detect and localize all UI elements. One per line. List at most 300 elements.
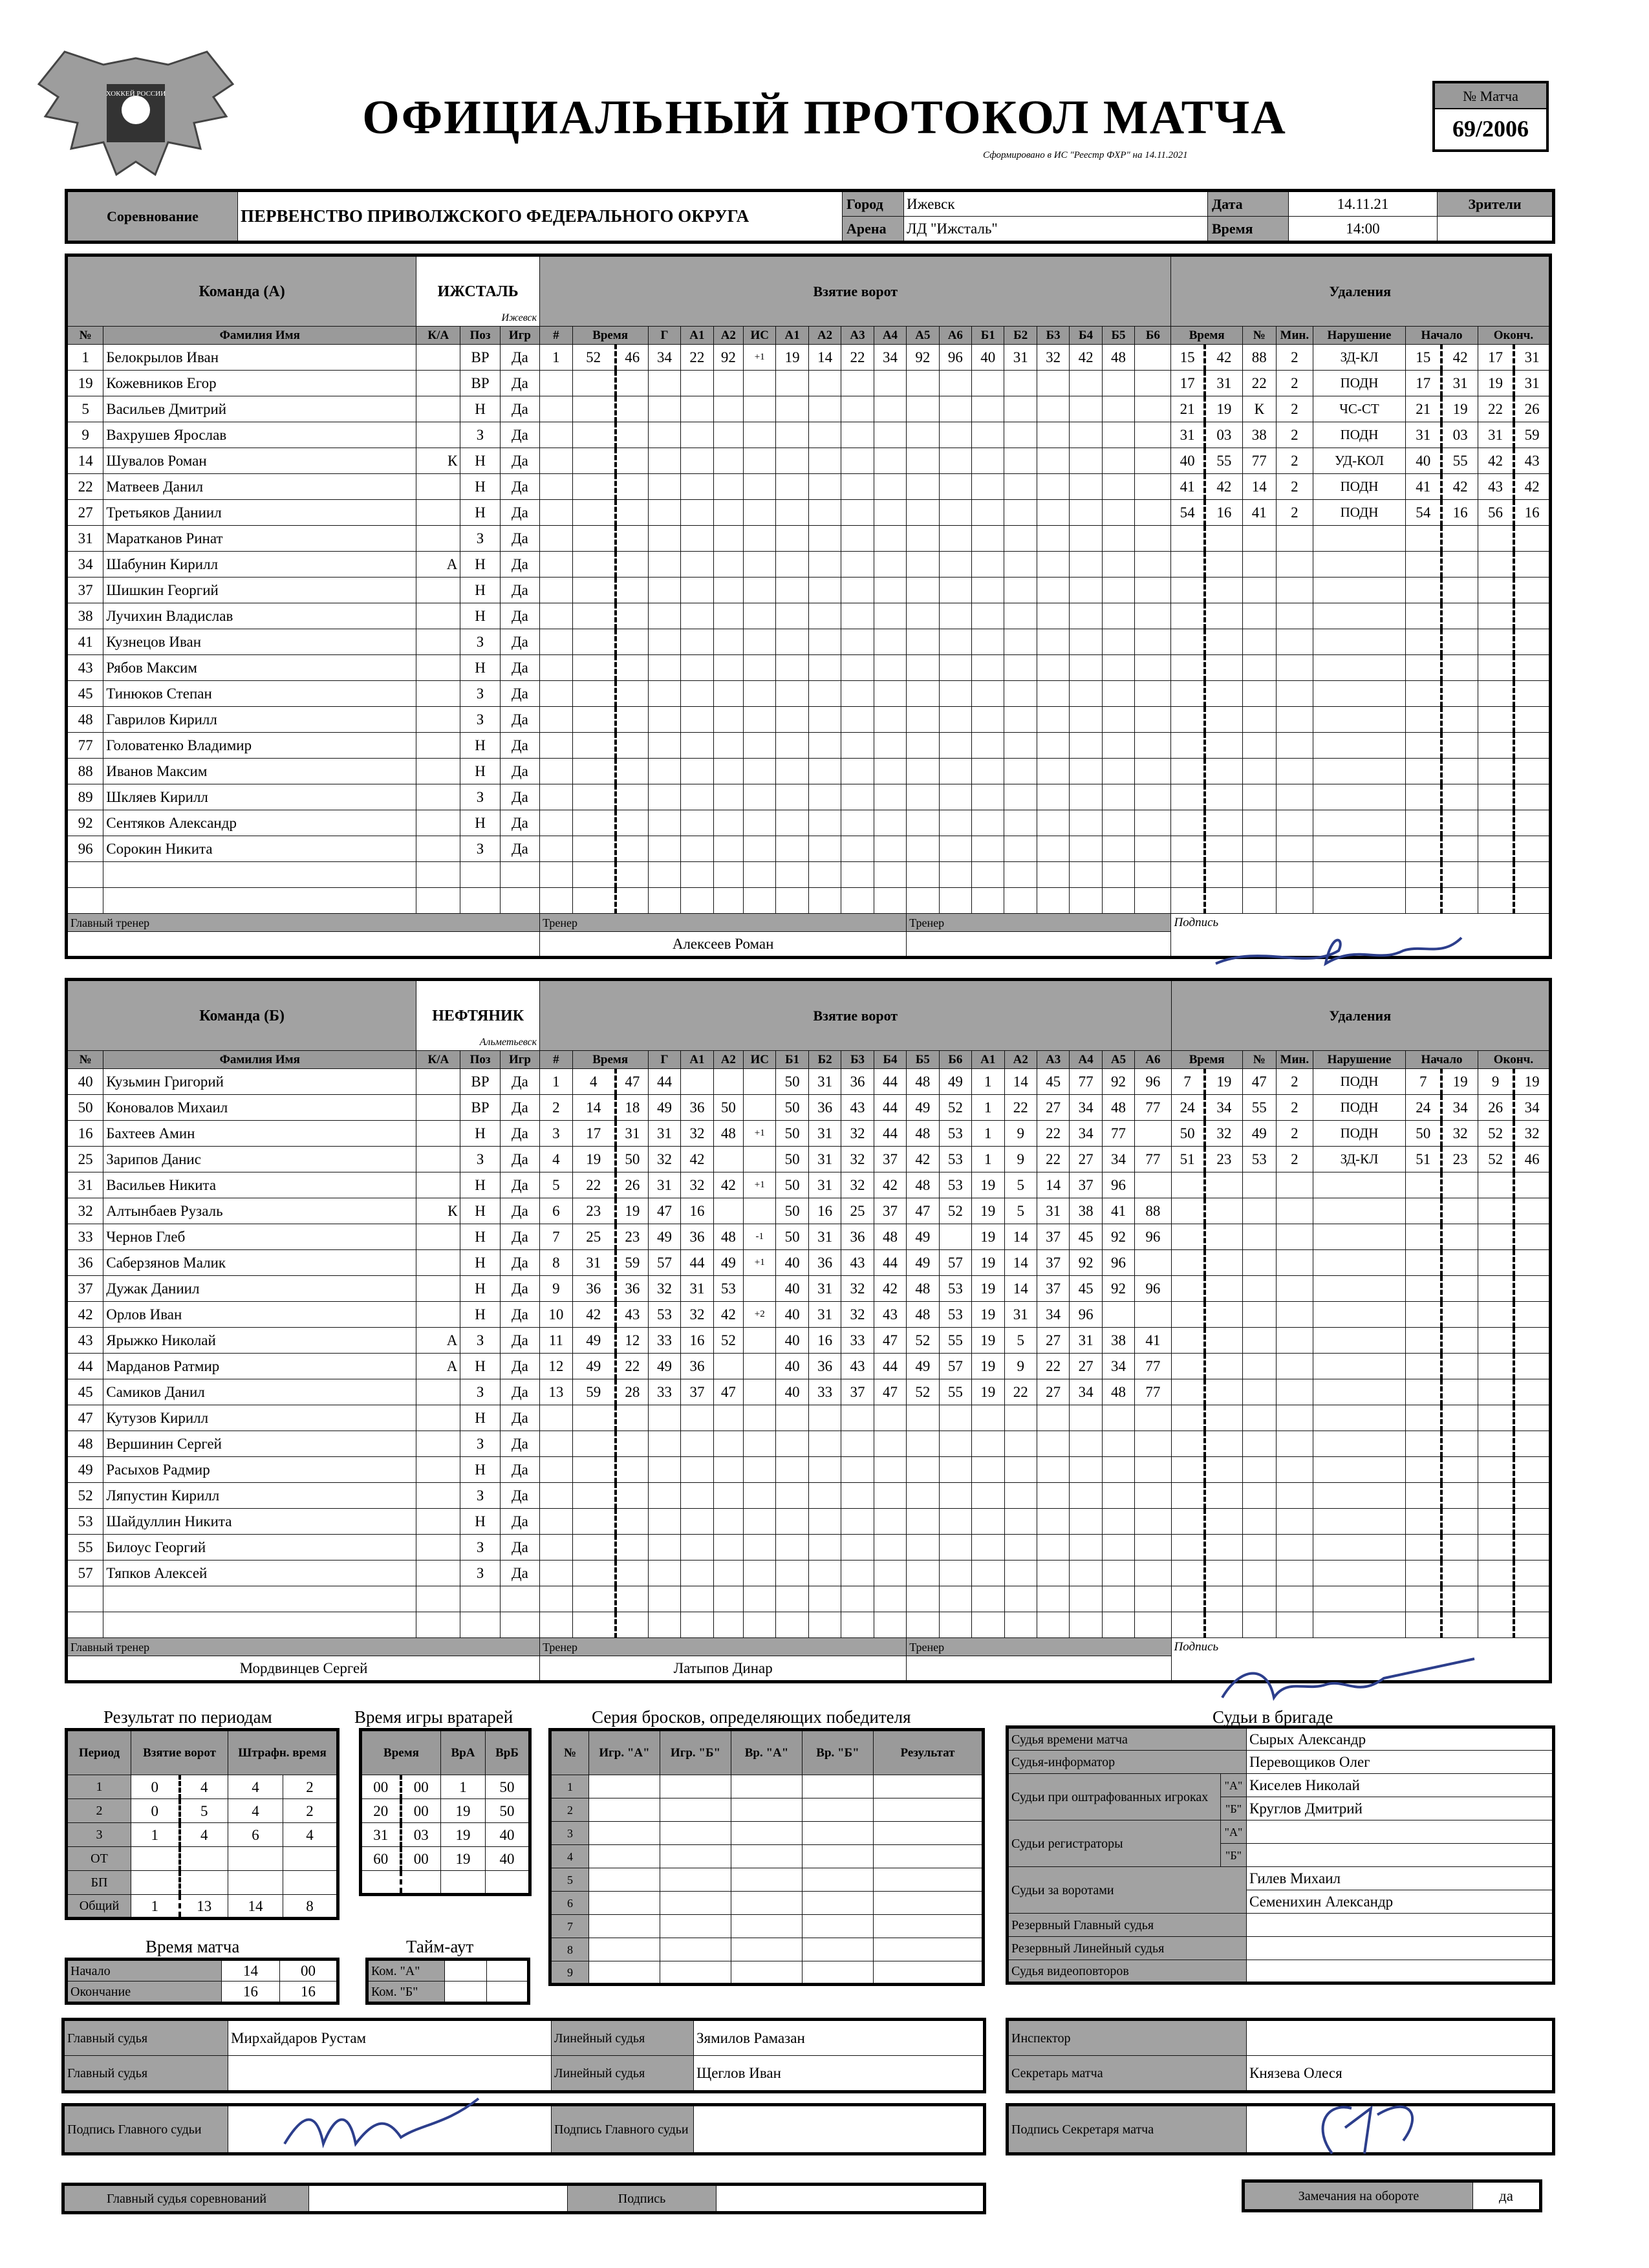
goal-cell <box>1004 681 1037 707</box>
player-row <box>67 1276 1551 1302</box>
goal-cell: 42 <box>572 1302 616 1328</box>
goal-cell <box>1135 707 1171 733</box>
reserve-main-label: Резервный Главный судья <box>1008 1914 1247 1937</box>
penalty-cell <box>1313 888 1405 914</box>
penalty-cell: 17 <box>1406 371 1442 396</box>
player-ka: А <box>416 1328 460 1354</box>
player-no: 52 <box>67 1483 103 1509</box>
goal-cell: 49 <box>907 1224 939 1250</box>
penalty-cell <box>1171 1586 1205 1612</box>
goal-cell <box>616 862 648 888</box>
goal-cell: 14 <box>1004 1276 1037 1302</box>
goal-cell: 26 <box>616 1172 648 1198</box>
player-ka <box>416 1379 460 1405</box>
goal-cell <box>874 759 906 784</box>
goal-cell <box>1135 836 1171 862</box>
penalty-cell <box>1205 784 1243 810</box>
goal-cell: 19 <box>972 1354 1004 1379</box>
goal-cell <box>972 1535 1004 1561</box>
player-ka <box>416 1405 460 1431</box>
goal-cell <box>572 422 616 448</box>
goal-cell <box>648 1431 680 1457</box>
goal-cell: 43 <box>841 1354 874 1379</box>
team-b-head-coach: Мордвинцев Сергей <box>67 1656 540 1682</box>
shootout-cell <box>803 1845 874 1868</box>
goal-cell <box>841 1457 874 1483</box>
goal-cell: 37 <box>874 1198 906 1224</box>
goalie-cell: 50 <box>486 1775 530 1799</box>
goalie-cell: 19 <box>441 1799 486 1823</box>
goal-cell <box>939 448 971 474</box>
player-name: Ярыжко Николай <box>103 1328 416 1354</box>
penalty-cell <box>1514 1250 1550 1276</box>
goal-cell <box>743 888 775 914</box>
goalies-h-a: ВрА <box>441 1730 486 1775</box>
penalty-cell <box>1171 1561 1205 1586</box>
goal-cell: 92 <box>1102 1276 1134 1302</box>
goal-cell <box>616 578 648 603</box>
penalty-cell <box>1313 1276 1405 1302</box>
spectators-label: Зрители <box>1438 191 1554 217</box>
goal-cell <box>648 603 680 629</box>
goal-cell <box>1037 862 1069 888</box>
goal-cell <box>874 603 906 629</box>
player-name: Кузнецов Иван <box>103 629 416 655</box>
goalie-cell: 40 <box>486 1847 530 1871</box>
goal-cell <box>972 784 1004 810</box>
goal-cell <box>744 1354 776 1379</box>
generated-note: Сформировано в ИС "Реестр ФХР" на 14.11.2021 <box>983 150 1188 160</box>
goal-cell: 50 <box>776 1147 808 1172</box>
goal-cell <box>808 500 841 526</box>
shootout-cell <box>660 1892 731 1915</box>
penalty-cell <box>1242 888 1276 914</box>
goal-cell: 45 <box>1070 1276 1102 1302</box>
team-a-table <box>65 254 1552 959</box>
shootout-cell <box>803 1892 874 1915</box>
h-p-time: Время <box>1171 1051 1242 1069</box>
penalty-cell <box>1171 1457 1205 1483</box>
penalty-cell: 55 <box>1242 1095 1276 1121</box>
penalty-cell <box>1514 1224 1550 1250</box>
penalty-cell <box>1171 862 1205 888</box>
penalty-cell <box>1242 810 1276 836</box>
penalty-cell <box>1313 1354 1405 1379</box>
goal-cell: 50 <box>616 1147 648 1172</box>
goalie-cell <box>361 1871 401 1895</box>
penalty-cell: 88 <box>1242 345 1276 371</box>
player-ka <box>416 1121 460 1147</box>
shootout-cell <box>803 1822 874 1845</box>
goal-cell <box>743 681 775 707</box>
penalty-cell <box>1242 1457 1276 1483</box>
penalty-cell: 51 <box>1406 1147 1442 1172</box>
goal-cell <box>1102 836 1134 862</box>
player-name: Матвеев Данил <box>103 474 416 500</box>
player-played: Да <box>500 500 539 526</box>
goal-cell: 4 <box>572 1069 616 1095</box>
penalty-cell: 42 <box>1514 474 1550 500</box>
goal-cell <box>743 422 775 448</box>
penalty-cell <box>1276 1561 1313 1586</box>
goal-cell <box>616 526 648 552</box>
h-g-g: Г <box>648 1051 680 1069</box>
goal-cell <box>874 707 906 733</box>
goal-cell <box>1004 371 1037 396</box>
goal-cell <box>907 784 939 810</box>
penalty-cell <box>1514 552 1550 578</box>
player-row <box>67 1302 1551 1328</box>
period-cell <box>131 1847 180 1871</box>
goal-cell <box>648 862 680 888</box>
team-b-table <box>65 978 1552 1683</box>
h-g-is: ИС <box>744 1051 776 1069</box>
goal-cell: 9 <box>1004 1354 1037 1379</box>
goal-cell <box>841 552 874 578</box>
penalty-cell <box>1406 1457 1442 1483</box>
player-pos: Н <box>460 1405 500 1431</box>
player-played: Да <box>500 1121 539 1147</box>
periods-h-goals: Взятие ворот <box>131 1730 228 1775</box>
goal-cell: 92 <box>1102 1224 1134 1250</box>
goal-cell <box>939 526 971 552</box>
player-played <box>500 1586 539 1612</box>
player-no: 43 <box>67 655 103 681</box>
registrar-b-tag: "Б" <box>1221 1844 1247 1867</box>
goal-cell <box>841 474 874 500</box>
goal-cell <box>1135 1483 1171 1509</box>
goal-cell: 43 <box>841 1095 874 1121</box>
goal-cell <box>1102 448 1134 474</box>
goal-cell: 19 <box>572 1147 616 1172</box>
goal-cell <box>1135 371 1171 396</box>
goal-cell: 32 <box>841 1302 874 1328</box>
goal-cell <box>681 448 713 474</box>
goal-cell <box>808 655 841 681</box>
city-value: Ижевск <box>904 191 1208 217</box>
h-g-time: Время <box>572 1051 648 1069</box>
goal-cell <box>939 422 971 448</box>
player-no: 43 <box>67 1328 103 1354</box>
goal-cell <box>713 474 743 500</box>
goal-cell <box>841 578 874 603</box>
goal-cell <box>681 707 713 733</box>
player-row <box>67 1586 1551 1612</box>
player-no: 55 <box>67 1535 103 1561</box>
shootout-cell <box>803 1938 874 1961</box>
goal-cell <box>681 1535 713 1561</box>
goal-cell: 42 <box>874 1276 906 1302</box>
goal-cell: 57 <box>939 1354 971 1379</box>
goal-cell: 52 <box>907 1328 939 1354</box>
player-pos: З <box>460 1483 500 1509</box>
penalty-cell <box>1276 655 1313 681</box>
goal-cell <box>1102 603 1134 629</box>
player-no <box>67 862 103 888</box>
goal-cell <box>572 1561 616 1586</box>
goal-cell: 49 <box>907 1250 939 1276</box>
penalty-cell: 49 <box>1242 1121 1276 1147</box>
line-judge-label-1: Линейный судья <box>552 2020 694 2056</box>
goal-cell: 53 <box>939 1172 971 1198</box>
shootout-cell <box>874 1938 984 1961</box>
penalty-cell <box>1276 707 1313 733</box>
shootout-cell <box>874 1822 984 1845</box>
goal-cell <box>874 396 906 422</box>
goal-cell <box>616 784 648 810</box>
goal-cell <box>776 862 808 888</box>
player-name: Кузьмин Григорий <box>103 1069 416 1095</box>
goal-cell <box>713 371 743 396</box>
goal-cell <box>713 1069 743 1095</box>
penalty-cell <box>1478 888 1514 914</box>
goal-cell: 32 <box>681 1121 713 1147</box>
player-row <box>67 396 1551 422</box>
penalty-cell <box>1313 1561 1405 1586</box>
goal-cell: +1 <box>744 1172 776 1198</box>
player-no <box>67 1612 103 1638</box>
goal-cell <box>907 1483 939 1509</box>
goal-cell <box>1135 1535 1171 1561</box>
penalty-cell <box>1478 1561 1514 1586</box>
goal-cell <box>1135 629 1171 655</box>
penalty-cell <box>1406 810 1442 836</box>
penalty-cell <box>1205 836 1243 862</box>
secretary-value: Князева Олеся <box>1247 2056 1554 2092</box>
team-a-column-headers <box>67 327 1551 345</box>
penalty-cell <box>1514 526 1550 552</box>
line-judge-label-2: Линейный судья <box>552 2056 694 2092</box>
penalty-a-tag: "А" <box>1221 1774 1247 1797</box>
penalty-cell <box>1478 1302 1514 1328</box>
date-label: Дата <box>1208 191 1289 217</box>
goal-cell <box>713 681 743 707</box>
player-name: Билоус Георгий <box>103 1535 416 1561</box>
goal-cell: 27 <box>1070 1147 1102 1172</box>
goal-cell: 5 <box>1004 1328 1037 1354</box>
goal-cell <box>540 448 572 474</box>
goal-judge-2: Семенихин Александр <box>1247 1890 1554 1914</box>
goal-cell <box>1037 759 1069 784</box>
goal-cell <box>744 1483 776 1509</box>
goal-cell: 19 <box>972 1172 1004 1198</box>
goal-cell <box>1037 888 1069 914</box>
goal-cell <box>1004 422 1037 448</box>
goal-cell <box>681 733 713 759</box>
player-pos: ВР <box>460 371 500 396</box>
goal-cell <box>743 578 775 603</box>
goal-cell: 40 <box>776 1302 808 1328</box>
shootout-no: 5 <box>550 1868 589 1892</box>
h-oncol: Б4 <box>1070 327 1102 345</box>
player-name: Белокрылов Иван <box>103 345 416 371</box>
goal-cell <box>776 1457 808 1483</box>
goal-cell <box>1070 629 1102 655</box>
h-g-a2: А2 <box>713 327 743 345</box>
penalty-cell <box>1478 707 1514 733</box>
penalty-cell <box>1514 578 1550 603</box>
goal-cell <box>841 1405 874 1431</box>
penalty-cell: 46 <box>1514 1147 1550 1172</box>
goal-cell: 48 <box>1102 1379 1134 1405</box>
player-ka <box>416 1224 460 1250</box>
goal-cell <box>972 396 1004 422</box>
goal-cell <box>648 1483 680 1509</box>
goal-cell <box>1037 784 1069 810</box>
goal-cell <box>907 862 939 888</box>
sig-line-label: Подпись Главного судьи <box>552 2105 694 2154</box>
player-ka <box>416 1535 460 1561</box>
goal-cell <box>743 759 775 784</box>
shootout-row <box>550 1915 984 1938</box>
shootout-cell <box>589 1915 660 1938</box>
penalty-cell: 42 <box>1441 345 1478 371</box>
h-oncol: А5 <box>907 327 939 345</box>
goal-cell <box>1102 422 1134 448</box>
goal-cell <box>808 1457 841 1483</box>
player-name: Шкляев Кирилл <box>103 784 416 810</box>
penalty-cell <box>1242 1379 1276 1405</box>
goal-cell <box>808 759 841 784</box>
penalty-cell <box>1205 1586 1243 1612</box>
goal-cell <box>1037 836 1069 862</box>
goal-cell <box>616 888 648 914</box>
penalty-cell <box>1441 1354 1478 1379</box>
goal-cell: 37 <box>1037 1224 1069 1250</box>
goal-cell: 48 <box>907 1121 939 1147</box>
goal-cell: 31 <box>808 1302 841 1328</box>
goal-cell <box>841 396 874 422</box>
h-no: № <box>67 327 103 345</box>
video-judge-label: Судья видеоповторов <box>1008 1960 1247 1983</box>
goal-cell <box>681 810 713 836</box>
goal-cell <box>808 810 841 836</box>
goal-cell: 36 <box>681 1224 713 1250</box>
goal-cell <box>972 552 1004 578</box>
penalty-cell <box>1313 759 1405 784</box>
team-b-head <box>67 980 1551 1069</box>
goal-cell <box>1102 784 1134 810</box>
goal-cell <box>713 1586 743 1612</box>
player-played: Да <box>500 1431 539 1457</box>
goal-cell <box>540 707 572 733</box>
goal-cell: 49 <box>648 1224 680 1250</box>
player-name: Головатенко Владимир <box>103 733 416 759</box>
penalty-cell <box>1441 1276 1478 1302</box>
reserve-line-label: Резервный Линейный судья <box>1008 1937 1247 1960</box>
goal-cell <box>1004 707 1037 733</box>
penalty-cell <box>1205 1302 1243 1328</box>
periods-h-pim: Штрафн. время <box>228 1730 338 1775</box>
penalty-cell <box>1205 578 1243 603</box>
player-name: Саберзянов Малик <box>103 1250 416 1276</box>
penalty-cell <box>1171 888 1205 914</box>
remarks-label: Замечания на обороте <box>1244 2181 1473 2211</box>
goal-cell <box>681 759 713 784</box>
penalty-cell <box>1313 655 1405 681</box>
penalty-cell: 42 <box>1205 474 1243 500</box>
penalty-cell <box>1276 1354 1313 1379</box>
goal-cell <box>681 526 713 552</box>
goal-cell <box>648 1457 680 1483</box>
period-cell <box>131 1871 180 1895</box>
player-no: 48 <box>67 707 103 733</box>
goal-cell <box>1004 888 1037 914</box>
penalty-cell <box>1276 1379 1313 1405</box>
goal-cell: 5 <box>540 1172 572 1198</box>
penalty-cell <box>1205 759 1243 784</box>
goal-cell <box>681 1561 713 1586</box>
penalty-cell <box>1478 526 1514 552</box>
penalty-cell <box>1171 603 1205 629</box>
goal-cell <box>808 422 841 448</box>
player-played <box>500 1612 539 1638</box>
officials-table <box>61 2018 986 2093</box>
goal-cell <box>1070 810 1102 836</box>
player-pos: З <box>460 526 500 552</box>
penalty-cell: 32 <box>1441 1121 1478 1147</box>
goal-cell <box>572 862 616 888</box>
goal-cell <box>540 1457 572 1483</box>
h-no: № <box>67 1051 103 1069</box>
penalty-cell <box>1171 1250 1205 1276</box>
goal-cell <box>1135 422 1171 448</box>
h-p-start: Начало <box>1406 1051 1478 1069</box>
goal-cell: 22 <box>1037 1121 1069 1147</box>
player-ka <box>416 1509 460 1535</box>
penalty-cell: 03 <box>1441 422 1478 448</box>
team-b-name: НЕФТЯНИК <box>432 1007 524 1024</box>
period-label: Общий <box>67 1895 131 1919</box>
goal-cell <box>616 422 648 448</box>
goal-cell <box>572 552 616 578</box>
goal-cell <box>681 888 713 914</box>
goal-cell <box>616 655 648 681</box>
penalty-cell <box>1313 1250 1405 1276</box>
player-name: Чернов Глеб <box>103 1224 416 1250</box>
player-row <box>67 810 1551 836</box>
player-no: 1 <box>67 345 103 371</box>
penalty-cell: 31 <box>1514 345 1550 371</box>
goal-cell: 42 <box>681 1147 713 1172</box>
goal-cell <box>744 1612 776 1638</box>
player-ka <box>416 422 460 448</box>
goal-cell: 40 <box>776 1328 808 1354</box>
team-b-coach2 <box>907 1656 1171 1682</box>
shootout-cell <box>589 1775 660 1798</box>
goal-cell <box>744 1379 776 1405</box>
goalies-h-time: Время <box>361 1730 441 1775</box>
team-a-name: ИЖСТАЛЬ <box>437 283 519 300</box>
goal-cell <box>616 448 648 474</box>
goal-cell <box>648 448 680 474</box>
penalty-cell <box>1441 836 1478 862</box>
penalty-cell <box>1313 552 1405 578</box>
penalty-cell <box>1441 1379 1478 1405</box>
penalty-cell <box>1406 1276 1442 1302</box>
shootout-title: Серия бросков, определяющих победителя <box>592 1707 911 1727</box>
goal-cell <box>1102 552 1134 578</box>
goal-cell: 9 <box>1004 1121 1037 1147</box>
penalty-cell <box>1313 1405 1405 1431</box>
goal-cell <box>681 629 713 655</box>
h-oncol: А2 <box>808 327 841 345</box>
penalty-cell <box>1313 1535 1405 1561</box>
player-ka <box>416 345 460 371</box>
competition-value: ПЕРВЕНСТВО ПРИВОЛЖСКОГО ФЕДЕРАЛЬНОГО ОКРУГА <box>238 191 843 243</box>
goal-cell <box>1135 1250 1171 1276</box>
goal-cell <box>972 733 1004 759</box>
